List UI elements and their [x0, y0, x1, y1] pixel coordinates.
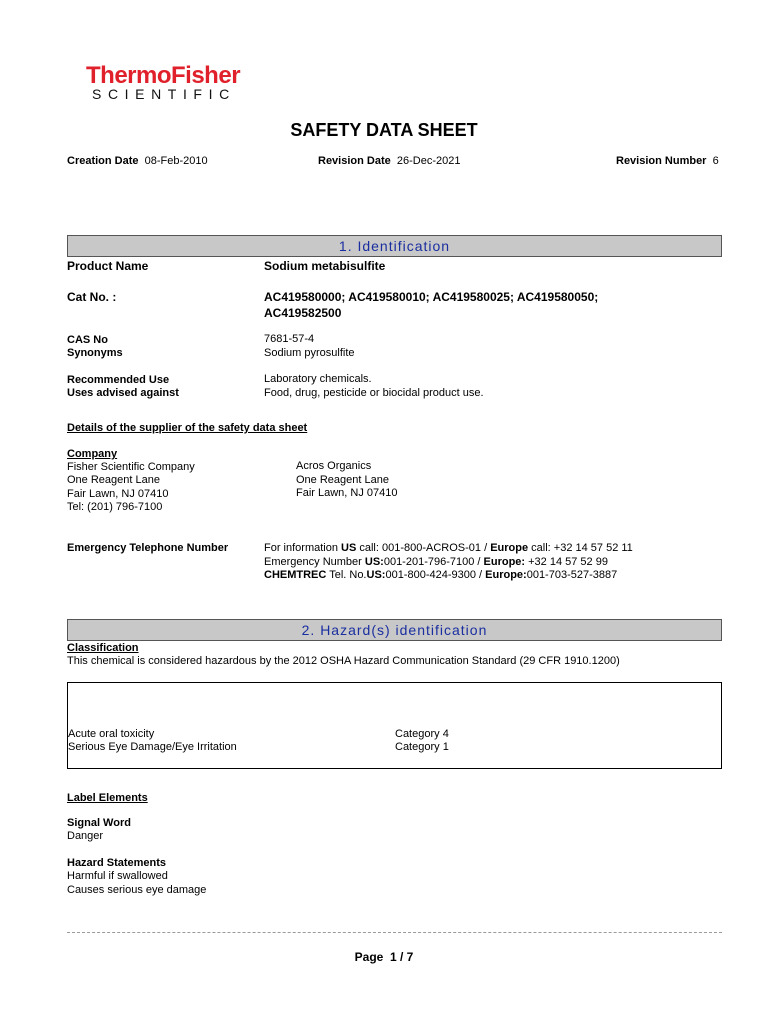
- acros-line: Acros Organics: [296, 460, 372, 472]
- hazard-category: Category 1: [395, 741, 449, 753]
- text: For information: [264, 542, 342, 554]
- text: 001-800-424-9300 /: [385, 569, 486, 581]
- synonyms-label: Synonyms: [67, 347, 123, 359]
- classification-text: This chemical is considered hazardous by the 2012 OSHA Hazard Communication Standard (29 CFR 1910.1200): [67, 655, 620, 667]
- text: Europe: [490, 542, 529, 554]
- text: US: [341, 542, 357, 554]
- revision-number-label: Revision Number: [616, 155, 707, 167]
- footer-divider: [67, 932, 722, 933]
- company-line: One Reagent Lane: [67, 474, 160, 486]
- revision-date: [318, 155, 460, 167]
- creation-date-label: Creation Date: [67, 155, 139, 167]
- text: Tel. No.: [326, 569, 367, 581]
- hazard-category: Category 4: [395, 728, 449, 740]
- company-line: Fair Lawn, NJ 07410: [67, 488, 169, 500]
- company-line: Fisher Scientific Company: [67, 461, 195, 473]
- synonyms-value: Sodium pyrosulfite: [264, 347, 355, 359]
- emergency-info-line: [264, 542, 633, 556]
- section-1-header: 1. Identification: [67, 235, 722, 257]
- page-value: 1 / 7: [390, 950, 414, 964]
- chemtrec-line: [264, 569, 617, 583]
- text: call: 001-800-ACROS-01 /: [356, 542, 491, 554]
- product-name-label: Product Name: [67, 259, 149, 273]
- text: US:: [364, 556, 384, 568]
- hazard-statement: Causes serious eye damage: [67, 884, 207, 896]
- company-phone: Tel: (201) 796-7100: [67, 501, 163, 513]
- emergency-phone-label: Emergency Telephone Number: [67, 542, 229, 554]
- signal-word-label: Signal Word: [67, 817, 131, 829]
- company-heading: Company: [67, 448, 118, 460]
- text: US:: [366, 569, 386, 581]
- brand-logo-subtitle: SCIENTIFIC: [92, 86, 236, 102]
- classification-heading: Classification: [67, 642, 139, 654]
- signal-word-value: Danger: [67, 830, 104, 842]
- cat-no-value-line1: AC419580000; AC419580010; AC419580025; AC419580050;: [264, 290, 599, 304]
- text: call: +32 14 57 52 11: [528, 542, 633, 554]
- creation-date: [67, 155, 208, 167]
- revision-number: [616, 155, 719, 167]
- text: Europe:: [483, 556, 526, 568]
- supplier-heading: Details of the supplier of the safety data sheet: [67, 422, 308, 434]
- text: 001-201-796-7100 /: [383, 556, 484, 568]
- brand-logo-wordmark: ThermoFisher: [86, 62, 241, 89]
- acros-line: Fair Lawn, NJ 07410: [296, 487, 398, 499]
- uses-advised-against-label: Uses advised against: [67, 387, 179, 399]
- hazard-statement: Harmful if swallowed: [67, 870, 168, 882]
- document-title: SAFETY DATA SHEET: [290, 120, 478, 140]
- revision-date-value: 26-Dec-2021: [396, 155, 461, 167]
- text: Emergency Number: [264, 556, 365, 568]
- section-2-header: 2. Hazard(s) identification: [67, 619, 722, 641]
- creation-date-value: 08-Feb-2010: [144, 155, 208, 167]
- recommended-use-label: Recommended Use: [67, 374, 170, 386]
- classification-table: [67, 682, 722, 769]
- text: +32 14 57 52 99: [525, 556, 608, 568]
- page-label: Page: [354, 950, 384, 964]
- uses-advised-against-value: Food, drug, pesticide or biocidal product use.: [264, 387, 484, 399]
- product-name-value: Sodium metabisulfite: [264, 259, 386, 273]
- revision-date-label: Revision Date: [318, 155, 391, 167]
- cat-no-label: Cat No. :: [67, 290, 117, 304]
- text: CHEMTREC: [264, 569, 327, 581]
- hazard-statements-label: Hazard Statements: [67, 857, 167, 869]
- page-number: [0, 950, 768, 964]
- text: Europe:: [485, 569, 527, 581]
- cat-no-value-line2: AC419582500: [264, 306, 342, 320]
- hazard-name: Serious Eye Damage/Eye Irritation: [68, 741, 237, 753]
- hazard-name: Acute oral toxicity: [68, 728, 155, 740]
- label-elements-heading: Label Elements: [67, 792, 148, 804]
- text: 001-703-527-3887: [526, 569, 618, 581]
- cas-no-value: 7681-57-4: [264, 333, 315, 345]
- acros-line: One Reagent Lane: [296, 474, 389, 486]
- recommended-use-value: Laboratory chemicals.: [264, 373, 372, 385]
- cas-no-label: CAS No: [67, 334, 108, 346]
- revision-number-value: 6: [712, 155, 719, 167]
- emergency-number-line: [264, 556, 608, 570]
